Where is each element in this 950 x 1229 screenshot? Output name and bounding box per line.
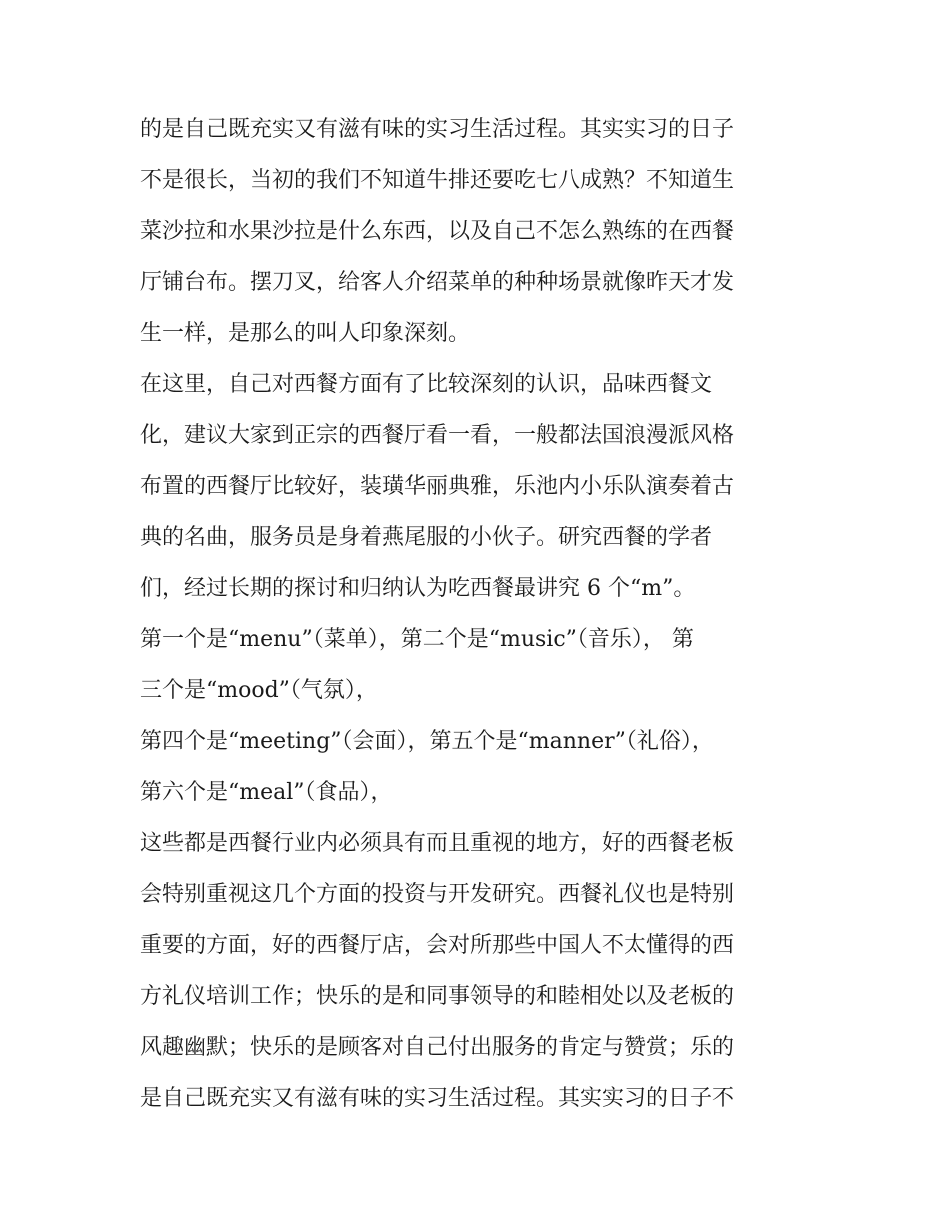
text-line: 第一个是“menu”（菜单），第二个是“music”（音乐）， 第 (140, 627, 694, 652)
text-line: 第六个是“meal”（食品）， (140, 780, 393, 805)
text-line: 方礼仪培训工作；快乐的是和同事领导的和睦相处以及老板的 (140, 984, 735, 1009)
text-line: 的是自己既充实又有滋有味的实习生活过程。其实实习的日子 (140, 117, 735, 142)
text-line: 重要的方面，好的西餐厅店，会对所那些中国人不太懂得的西 (140, 933, 735, 958)
text-line: 在这里，自己对西餐方面有了比较深刻的认识，品味西餐文 (140, 372, 713, 397)
text-line: 这些都是西餐行业内必须具有而且重视的地方，好的西餐老板 (140, 831, 735, 856)
text-line: 是自己既充实又有滋有味的实习生活过程。其实实习的日子不 (140, 1086, 735, 1111)
text-line: 菜沙拉和水果沙拉是什么东西，以及自己不怎么熟练的在西餐 (140, 219, 735, 244)
text-line: 生一样，是那么的叫人印象深刻。 (140, 321, 471, 346)
text-line: 化，建议大家到正宗的西餐厅看一看，一般都法国浪漫派风格 (140, 423, 735, 448)
text-line: 布置的西餐厅比较好，装璜华丽典雅，乐池内小乐队演奏着古 (140, 474, 735, 499)
text-line: 会特别重视这几个方面的投资与开发研究。西餐礼仪也是特别 (140, 882, 735, 907)
text-line: 典的名曲，服务员是身着燕尾服的小伙子。研究西餐的学者 (140, 525, 713, 550)
text-line: 风趣幽默；快乐的是顾客对自己付出服务的肯定与赞赏；乐的 (140, 1035, 735, 1060)
text-line: 厅铺台布。摆刀叉，给客人介绍菜单的种种场景就像昨天才发 (140, 270, 735, 295)
text-line: 第四个是“meeting”（会面），第五个是“manner”（礼俗）， (140, 729, 714, 754)
text-line: 们，经过长期的探讨和归纳认为吃西餐最讲究 6 个“m”。 (140, 576, 696, 601)
text-line: 三个是“mood”（气氛）， (140, 678, 378, 703)
text-line: 不是很长，当初的我们不知道牛排还要吃七八成熟？不知道生 (140, 168, 735, 193)
document-body (140, 104, 820, 1124)
